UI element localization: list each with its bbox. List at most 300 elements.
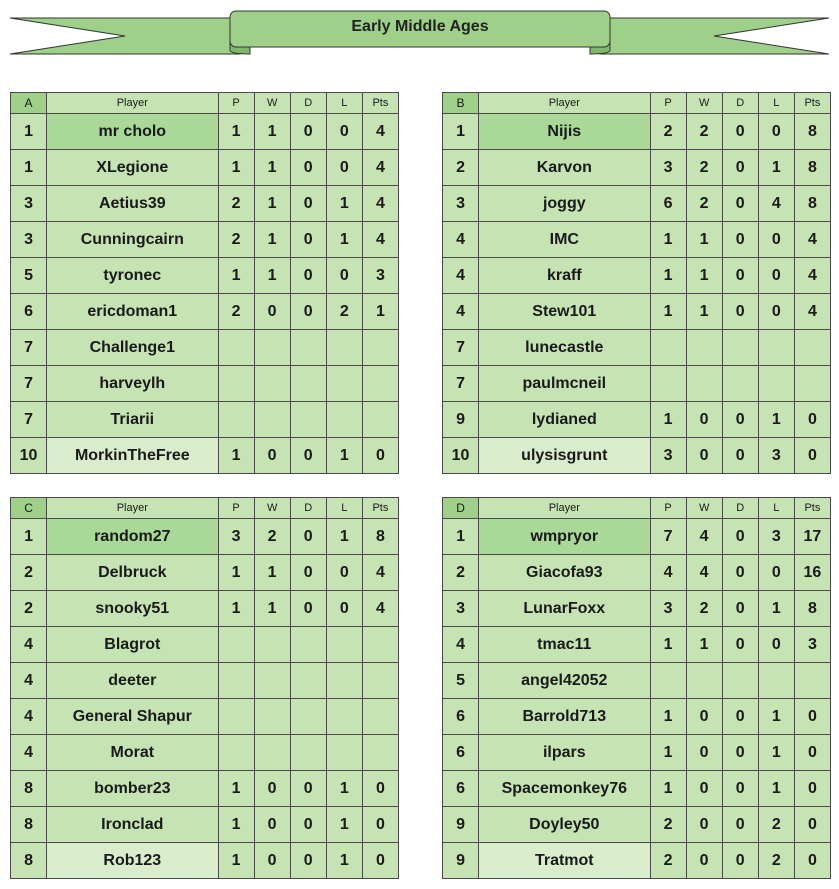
rank-cell: 7 bbox=[443, 330, 479, 366]
column-header-pts: Pts bbox=[362, 498, 398, 519]
table-row bbox=[11, 663, 399, 699]
rank-cell: 4 bbox=[443, 222, 479, 258]
w-cell bbox=[254, 627, 290, 663]
p-cell: 1 bbox=[218, 150, 254, 186]
rank-cell: 7 bbox=[11, 330, 47, 366]
p-cell: 4 bbox=[650, 555, 686, 591]
d-cell: 0 bbox=[290, 591, 326, 627]
p-cell bbox=[650, 366, 686, 402]
p-cell: 1 bbox=[218, 843, 254, 879]
p-cell: 1 bbox=[650, 771, 686, 807]
player-name: XLegione bbox=[47, 150, 218, 186]
w-cell: 0 bbox=[686, 807, 722, 843]
table-row bbox=[443, 114, 831, 150]
player-name: ericdoman1 bbox=[47, 294, 218, 330]
rank-cell: 1 bbox=[11, 519, 47, 555]
player-name: ulysisgrunt bbox=[479, 438, 650, 474]
d-cell: 0 bbox=[722, 402, 758, 438]
w-cell: 2 bbox=[254, 519, 290, 555]
d-cell: 0 bbox=[722, 807, 758, 843]
player-name: mr cholo bbox=[47, 114, 218, 150]
player-name: General Shapur bbox=[47, 699, 218, 735]
player-name: lydianed bbox=[479, 402, 650, 438]
p-cell: 1 bbox=[218, 807, 254, 843]
table-row bbox=[11, 438, 399, 474]
w-cell: 4 bbox=[686, 519, 722, 555]
l-cell: 0 bbox=[326, 150, 362, 186]
l-cell: 1 bbox=[326, 807, 362, 843]
pts-cell: 4 bbox=[362, 222, 398, 258]
pts-cell bbox=[794, 330, 830, 366]
rank-cell: 3 bbox=[443, 186, 479, 222]
d-cell: 0 bbox=[290, 150, 326, 186]
w-cell bbox=[686, 663, 722, 699]
rank-cell: 10 bbox=[11, 438, 47, 474]
rank-cell: 9 bbox=[443, 807, 479, 843]
d-cell: 0 bbox=[722, 519, 758, 555]
l-cell bbox=[326, 699, 362, 735]
column-header-p: P bbox=[218, 93, 254, 114]
d-cell: 0 bbox=[290, 555, 326, 591]
pts-cell: 0 bbox=[794, 843, 830, 879]
player-name: wmpryor bbox=[479, 519, 650, 555]
l-cell: 1 bbox=[758, 150, 794, 186]
l-cell: 1 bbox=[758, 699, 794, 735]
player-name: harveylh bbox=[47, 366, 218, 402]
player-name: MorkinTheFree bbox=[47, 438, 218, 474]
l-cell: 1 bbox=[758, 771, 794, 807]
table-row bbox=[11, 294, 399, 330]
w-cell: 0 bbox=[686, 438, 722, 474]
p-cell: 1 bbox=[218, 555, 254, 591]
l-cell bbox=[326, 330, 362, 366]
player-name: lunecastle bbox=[479, 330, 650, 366]
d-cell: 0 bbox=[722, 555, 758, 591]
rank-cell: 7 bbox=[11, 402, 47, 438]
rank-cell: 10 bbox=[443, 438, 479, 474]
table-row bbox=[443, 402, 831, 438]
player-name: Delbruck bbox=[47, 555, 218, 591]
w-cell: 4 bbox=[686, 555, 722, 591]
w-cell: 0 bbox=[254, 807, 290, 843]
w-cell bbox=[254, 699, 290, 735]
p-cell: 1 bbox=[650, 699, 686, 735]
table-row bbox=[443, 294, 831, 330]
player-name: ilpars bbox=[479, 735, 650, 771]
p-cell bbox=[218, 402, 254, 438]
player-name: Aetius39 bbox=[47, 186, 218, 222]
column-header-w: W bbox=[254, 498, 290, 519]
l-cell: 1 bbox=[758, 591, 794, 627]
l-cell: 0 bbox=[326, 258, 362, 294]
pts-cell: 1 bbox=[362, 294, 398, 330]
p-cell: 1 bbox=[650, 258, 686, 294]
d-cell: 0 bbox=[290, 519, 326, 555]
l-cell: 0 bbox=[758, 294, 794, 330]
w-cell: 2 bbox=[686, 150, 722, 186]
column-header-p: P bbox=[650, 93, 686, 114]
table-row bbox=[11, 555, 399, 591]
rank-cell: 4 bbox=[11, 699, 47, 735]
l-cell bbox=[758, 330, 794, 366]
p-cell: 3 bbox=[650, 591, 686, 627]
p-cell bbox=[650, 330, 686, 366]
p-cell: 2 bbox=[650, 843, 686, 879]
player-name: Stew101 bbox=[479, 294, 650, 330]
d-cell bbox=[722, 330, 758, 366]
group-a-table bbox=[10, 92, 399, 474]
table-row bbox=[11, 699, 399, 735]
d-cell: 0 bbox=[722, 294, 758, 330]
table-row bbox=[11, 366, 399, 402]
p-cell bbox=[218, 735, 254, 771]
l-cell bbox=[326, 366, 362, 402]
pts-cell: 4 bbox=[362, 186, 398, 222]
table-row bbox=[443, 591, 831, 627]
w-cell: 1 bbox=[254, 258, 290, 294]
table-row bbox=[443, 663, 831, 699]
pts-cell: 4 bbox=[794, 258, 830, 294]
w-cell: 1 bbox=[254, 186, 290, 222]
d-cell bbox=[290, 330, 326, 366]
w-cell: 0 bbox=[254, 438, 290, 474]
pts-cell: 4 bbox=[362, 555, 398, 591]
table-row bbox=[11, 843, 399, 879]
l-cell: 2 bbox=[758, 843, 794, 879]
column-header-pts: Pts bbox=[794, 498, 830, 519]
w-cell: 1 bbox=[686, 627, 722, 663]
p-cell: 1 bbox=[650, 627, 686, 663]
d-cell bbox=[722, 366, 758, 402]
d-cell: 0 bbox=[290, 222, 326, 258]
w-cell: 0 bbox=[254, 843, 290, 879]
pts-cell bbox=[362, 330, 398, 366]
player-name: Karvon bbox=[479, 150, 650, 186]
d-cell: 0 bbox=[290, 843, 326, 879]
w-cell: 0 bbox=[686, 402, 722, 438]
pts-cell bbox=[794, 366, 830, 402]
pts-cell: 0 bbox=[794, 699, 830, 735]
pts-cell: 4 bbox=[362, 114, 398, 150]
d-cell: 0 bbox=[722, 222, 758, 258]
player-name: Triarii bbox=[47, 402, 218, 438]
pts-cell: 4 bbox=[362, 150, 398, 186]
d-cell: 0 bbox=[722, 843, 758, 879]
w-cell: 2 bbox=[686, 591, 722, 627]
group-letter: B bbox=[443, 93, 479, 114]
w-cell: 0 bbox=[686, 771, 722, 807]
l-cell bbox=[326, 627, 362, 663]
l-cell: 0 bbox=[758, 555, 794, 591]
rank-cell: 6 bbox=[443, 771, 479, 807]
d-cell: 0 bbox=[722, 150, 758, 186]
pts-cell bbox=[362, 663, 398, 699]
w-cell: 1 bbox=[686, 294, 722, 330]
p-cell: 2 bbox=[218, 222, 254, 258]
rank-cell: 9 bbox=[443, 402, 479, 438]
pts-cell: 8 bbox=[362, 519, 398, 555]
d-cell: 0 bbox=[722, 771, 758, 807]
table-row bbox=[443, 807, 831, 843]
d-cell bbox=[290, 699, 326, 735]
pts-cell bbox=[362, 366, 398, 402]
pts-cell: 17 bbox=[794, 519, 830, 555]
d-cell bbox=[290, 627, 326, 663]
p-cell bbox=[218, 627, 254, 663]
w-cell: 1 bbox=[686, 222, 722, 258]
pts-cell: 0 bbox=[794, 735, 830, 771]
rank-cell: 6 bbox=[11, 294, 47, 330]
rank-cell: 4 bbox=[11, 663, 47, 699]
d-cell: 0 bbox=[722, 114, 758, 150]
w-cell bbox=[254, 366, 290, 402]
l-cell: 3 bbox=[758, 438, 794, 474]
d-cell: 0 bbox=[290, 438, 326, 474]
table-row bbox=[11, 258, 399, 294]
column-header-l: L bbox=[758, 93, 794, 114]
column-header-pts: Pts bbox=[362, 93, 398, 114]
table-row bbox=[443, 330, 831, 366]
rank-cell: 8 bbox=[11, 807, 47, 843]
rank-cell: 6 bbox=[443, 735, 479, 771]
player-name: Cunningcairn bbox=[47, 222, 218, 258]
table-row bbox=[11, 627, 399, 663]
l-cell: 1 bbox=[326, 438, 362, 474]
p-cell: 1 bbox=[218, 438, 254, 474]
l-cell: 1 bbox=[758, 735, 794, 771]
p-cell: 3 bbox=[650, 438, 686, 474]
p-cell bbox=[218, 330, 254, 366]
w-cell: 2 bbox=[686, 186, 722, 222]
w-cell bbox=[254, 402, 290, 438]
table-row bbox=[443, 366, 831, 402]
table-row bbox=[11, 591, 399, 627]
table-row bbox=[443, 627, 831, 663]
l-cell: 1 bbox=[326, 186, 362, 222]
l-cell: 2 bbox=[326, 294, 362, 330]
rank-cell: 1 bbox=[11, 150, 47, 186]
d-cell: 0 bbox=[290, 258, 326, 294]
w-cell: 1 bbox=[686, 258, 722, 294]
player-name: Morat bbox=[47, 735, 218, 771]
p-cell: 1 bbox=[218, 114, 254, 150]
group-letter: C bbox=[11, 498, 47, 519]
column-header-w: W bbox=[686, 93, 722, 114]
group-letter: A bbox=[11, 93, 47, 114]
p-cell: 2 bbox=[218, 186, 254, 222]
pts-cell: 4 bbox=[794, 294, 830, 330]
column-header-p: P bbox=[218, 498, 254, 519]
table-row bbox=[443, 186, 831, 222]
player-name: Blagrot bbox=[47, 627, 218, 663]
rank-cell: 3 bbox=[11, 222, 47, 258]
table-row bbox=[443, 555, 831, 591]
l-cell: 0 bbox=[758, 114, 794, 150]
table-row bbox=[443, 258, 831, 294]
player-name: Giacofa93 bbox=[479, 555, 650, 591]
d-cell: 0 bbox=[722, 627, 758, 663]
rank-cell: 1 bbox=[11, 114, 47, 150]
rank-cell: 4 bbox=[443, 258, 479, 294]
d-cell bbox=[722, 663, 758, 699]
pts-cell: 0 bbox=[794, 402, 830, 438]
pts-cell: 0 bbox=[794, 807, 830, 843]
l-cell: 1 bbox=[758, 402, 794, 438]
player-name: random27 bbox=[47, 519, 218, 555]
w-cell: 0 bbox=[686, 699, 722, 735]
table-row bbox=[11, 150, 399, 186]
table-row bbox=[11, 735, 399, 771]
group-d-table bbox=[442, 497, 831, 879]
column-header-p: P bbox=[650, 498, 686, 519]
table-row bbox=[443, 438, 831, 474]
banner-left-tail bbox=[10, 18, 240, 54]
pts-cell: 0 bbox=[362, 843, 398, 879]
column-header-w: W bbox=[254, 93, 290, 114]
l-cell bbox=[326, 402, 362, 438]
pts-cell bbox=[362, 699, 398, 735]
rank-cell: 7 bbox=[443, 366, 479, 402]
table-row bbox=[11, 807, 399, 843]
column-header-player: Player bbox=[479, 93, 650, 114]
header-row bbox=[443, 93, 831, 114]
pts-cell bbox=[362, 402, 398, 438]
p-cell: 1 bbox=[218, 591, 254, 627]
d-cell bbox=[290, 663, 326, 699]
rank-cell: 4 bbox=[443, 627, 479, 663]
player-name: Tratmot bbox=[479, 843, 650, 879]
p-cell: 3 bbox=[218, 519, 254, 555]
player-name: tyronec bbox=[47, 258, 218, 294]
pts-cell: 0 bbox=[794, 771, 830, 807]
table-row bbox=[11, 186, 399, 222]
rank-cell: 2 bbox=[443, 150, 479, 186]
table-row bbox=[443, 699, 831, 735]
l-cell bbox=[326, 663, 362, 699]
l-cell: 0 bbox=[758, 627, 794, 663]
rank-cell: 1 bbox=[443, 114, 479, 150]
banner-right-tail bbox=[600, 18, 829, 54]
w-cell bbox=[254, 735, 290, 771]
d-cell: 0 bbox=[722, 591, 758, 627]
table-row bbox=[443, 843, 831, 879]
w-cell: 0 bbox=[254, 294, 290, 330]
l-cell: 0 bbox=[326, 114, 362, 150]
pts-cell bbox=[362, 735, 398, 771]
l-cell: 0 bbox=[326, 555, 362, 591]
table-row bbox=[11, 330, 399, 366]
w-cell: 1 bbox=[254, 150, 290, 186]
column-header-pts: Pts bbox=[794, 93, 830, 114]
w-cell: 1 bbox=[254, 222, 290, 258]
player-name: Ironclad bbox=[47, 807, 218, 843]
rank-cell: 2 bbox=[11, 555, 47, 591]
p-cell: 1 bbox=[650, 735, 686, 771]
p-cell: 2 bbox=[218, 294, 254, 330]
d-cell: 0 bbox=[722, 438, 758, 474]
player-name: tmac11 bbox=[479, 627, 650, 663]
player-name: joggy bbox=[479, 186, 650, 222]
player-name: bomber23 bbox=[47, 771, 218, 807]
l-cell: 1 bbox=[326, 843, 362, 879]
l-cell: 0 bbox=[758, 222, 794, 258]
player-name: Barrold713 bbox=[479, 699, 650, 735]
p-cell: 2 bbox=[650, 114, 686, 150]
d-cell: 0 bbox=[722, 186, 758, 222]
table-row bbox=[443, 735, 831, 771]
d-cell: 0 bbox=[290, 294, 326, 330]
header-row bbox=[443, 498, 831, 519]
l-cell: 2 bbox=[758, 807, 794, 843]
l-cell: 4 bbox=[758, 186, 794, 222]
w-cell bbox=[686, 330, 722, 366]
p-cell: 1 bbox=[650, 294, 686, 330]
rank-cell: 1 bbox=[443, 519, 479, 555]
table-row bbox=[443, 519, 831, 555]
pts-cell: 4 bbox=[794, 222, 830, 258]
d-cell bbox=[290, 366, 326, 402]
d-cell: 0 bbox=[722, 735, 758, 771]
player-name: Doyley50 bbox=[479, 807, 650, 843]
pts-cell: 8 bbox=[794, 114, 830, 150]
rank-cell: 2 bbox=[443, 555, 479, 591]
column-header-w: W bbox=[686, 498, 722, 519]
p-cell bbox=[650, 663, 686, 699]
w-cell: 2 bbox=[686, 114, 722, 150]
player-name: kraff bbox=[479, 258, 650, 294]
l-cell: 0 bbox=[326, 591, 362, 627]
group-c-table bbox=[10, 497, 399, 879]
w-cell: 1 bbox=[254, 591, 290, 627]
rank-cell: 8 bbox=[11, 771, 47, 807]
group-b-table bbox=[442, 92, 831, 474]
w-cell: 1 bbox=[254, 555, 290, 591]
table-row bbox=[443, 222, 831, 258]
header-row bbox=[11, 93, 399, 114]
d-cell: 0 bbox=[290, 771, 326, 807]
rank-cell: 7 bbox=[11, 366, 47, 402]
rank-cell: 2 bbox=[11, 591, 47, 627]
rank-cell: 5 bbox=[11, 258, 47, 294]
l-cell: 1 bbox=[326, 771, 362, 807]
w-cell bbox=[254, 330, 290, 366]
header-row bbox=[11, 498, 399, 519]
pts-cell: 8 bbox=[794, 150, 830, 186]
l-cell: 3 bbox=[758, 519, 794, 555]
w-cell: 0 bbox=[686, 843, 722, 879]
column-header-player: Player bbox=[47, 93, 218, 114]
pts-cell bbox=[794, 663, 830, 699]
column-header-player: Player bbox=[479, 498, 650, 519]
table-row bbox=[11, 519, 399, 555]
pts-cell: 0 bbox=[362, 438, 398, 474]
column-header-l: L bbox=[326, 498, 362, 519]
column-header-l: L bbox=[326, 93, 362, 114]
p-cell: 1 bbox=[650, 402, 686, 438]
table-row bbox=[443, 771, 831, 807]
p-cell: 1 bbox=[650, 222, 686, 258]
pts-cell bbox=[362, 627, 398, 663]
l-cell bbox=[758, 663, 794, 699]
player-name: angel42052 bbox=[479, 663, 650, 699]
column-header-l: L bbox=[758, 498, 794, 519]
rank-cell: 8 bbox=[11, 843, 47, 879]
l-cell: 0 bbox=[758, 258, 794, 294]
pts-cell: 3 bbox=[362, 258, 398, 294]
rank-cell: 4 bbox=[443, 294, 479, 330]
d-cell: 0 bbox=[722, 258, 758, 294]
column-header-d: D bbox=[722, 498, 758, 519]
